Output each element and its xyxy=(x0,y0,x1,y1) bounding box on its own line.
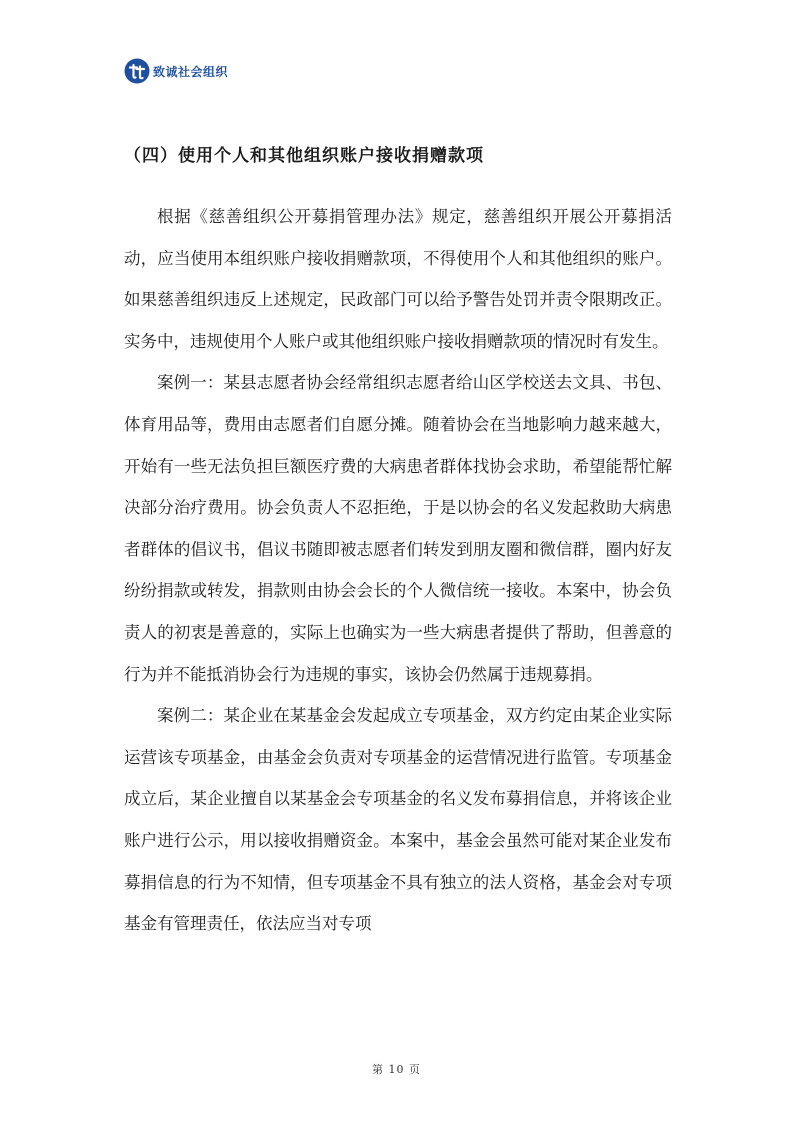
document-body xyxy=(124,196,672,945)
tt-logo-icon xyxy=(124,58,150,84)
section-title: （四）使用个人和其他组织账户接收捐赠款项 xyxy=(124,146,484,166)
paragraph-case-one: 案例一：某县志愿者协会经常组织志愿者给山区学校送去文具、书包、体育用品等，费用由志愿者们自愿分摊。随着协会在当地影响力越来越大，开始有一些无法负担巨额医疗费的大病患者群体找协会求助，希望能帮忙解决部分治疗费用。协会负责人不忍拒绝，于是以协会的名义发起救助大病患者群体的倡议书，倡议书随即被志愿者们转发到朋友圈和微信群，圈内好友纷纷捐款或转发，捐款则由协会会长的个人微信统一接收。本案中，协会负责人的初衷是善意的，实际上也确实为一些大病患者提供了帮助，但善意的行为并不能抵消协会行为违规的事实，该协会仍然属于违规募捐。 xyxy=(124,373,672,684)
paragraph-case-two: 案例二：某企业在某基金会发起成立专项基金，双方约定由某企业实际运营该专项基金，由基金会负责对专项基金的运营情况进行监管。专项基金成立后，某企业擅自以某基金会专项基金的名义发布募捐信息，并将该企业账户进行公示，用以接收捐赠资金。本案中，基金会虽然可能对某企业发布募捐信息的行为不知情，但专项基金不具有独立的法人资格，基金会对专项基金有管理责任，依法应当对专项 xyxy=(124,706,672,934)
page-number: 第 10 页 xyxy=(372,1063,421,1076)
paragraph-intro: 根据《慈善组织公开募捐管理办法》规定，慈善组织开展公开募捐活动，应当使用本组织账户接收捐赠款项，不得使用个人和其他组织的账户。如果慈善组织违反上述规定，民政部门可以给予警告处罚并责令限期改正。实务中，违规使用个人账户或其他组织账户接收捐赠款项的情况时有发生。 xyxy=(124,207,672,351)
page-header xyxy=(124,58,228,84)
logo-text: 致诚社会组织 xyxy=(153,64,229,79)
